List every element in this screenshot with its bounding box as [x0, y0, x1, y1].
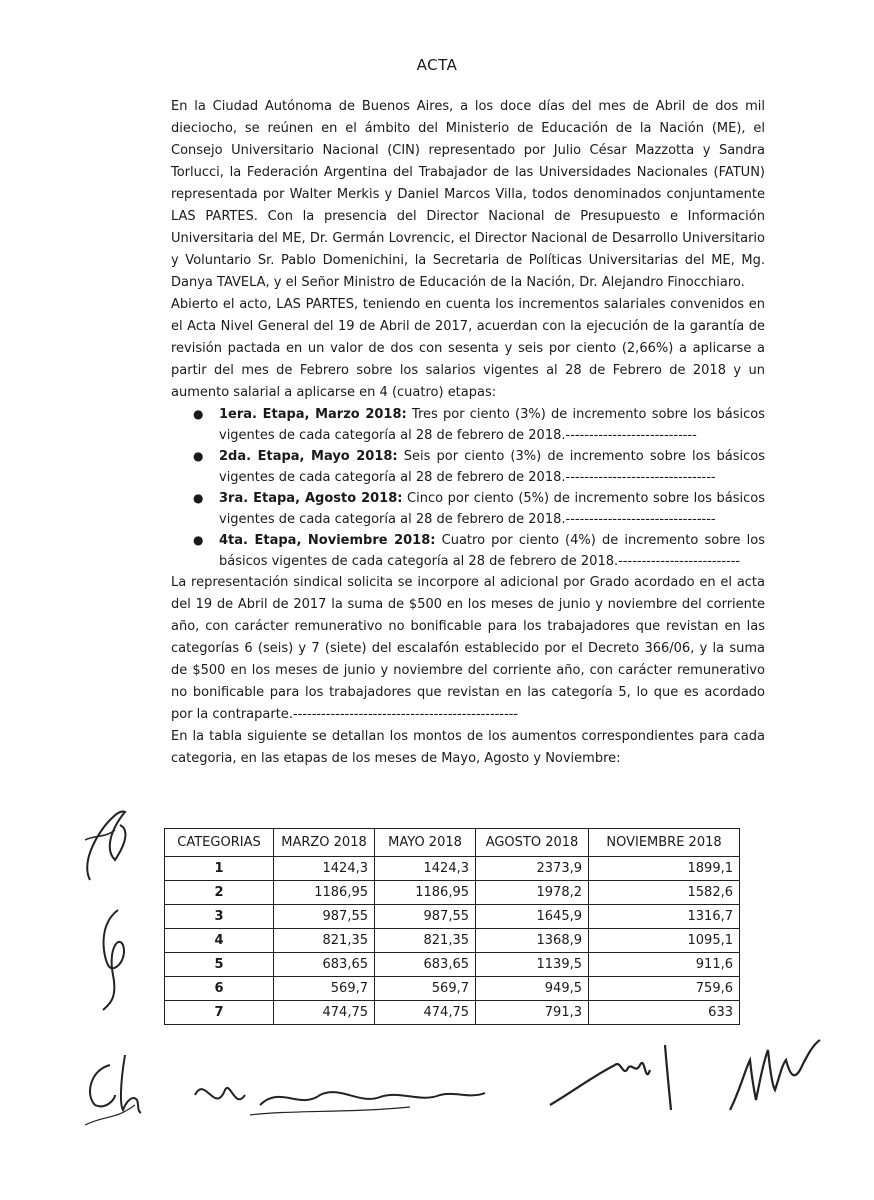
table-body: [165, 857, 740, 1025]
column-header: CATEGORIAS: [165, 829, 274, 857]
signature-mark: [70, 800, 140, 890]
amount-cell: 1139,5: [476, 953, 589, 977]
category-cell: 4: [165, 929, 274, 953]
increments-table-wrapper: [164, 828, 740, 1025]
stage-label: 3ra. Etapa, Agosto 2018:: [219, 491, 403, 506]
table-row: [165, 857, 740, 881]
table-header-row: [165, 829, 740, 857]
signature-mark: [75, 1045, 165, 1135]
amount-cell: 1424,3: [274, 857, 375, 881]
amount-cell: 821,35: [375, 929, 476, 953]
amount-cell: 1978,2: [476, 881, 589, 905]
stage-text: Seis por ciento (3%) de incremento sobre los básicos vigentes de cada categoría al 28 de febrero de 2018.--------------------------------: [219, 449, 765, 485]
table-row: [165, 1001, 740, 1025]
stage-label: 1era. Etapa, Marzo 2018:: [219, 407, 407, 422]
signature-mark: [720, 1030, 830, 1120]
page-title: ACTA: [416, 56, 458, 74]
table-row: [165, 905, 740, 929]
table-row: [165, 953, 740, 977]
stage-text: Cuatro por ciento (4%) de incremento sobre los básicos vigentes de cada categoría al 28 de febrero de 2018.--------------------------: [219, 533, 765, 569]
category-cell: 2: [165, 881, 274, 905]
amount-cell: 987,55: [274, 905, 375, 929]
amount-cell: 569,7: [274, 977, 375, 1001]
column-header: NOVIEMBRE 2018: [589, 829, 740, 857]
list-item: [171, 404, 765, 446]
signature-mark: [88, 905, 148, 1015]
amount-cell: 683,65: [375, 953, 476, 977]
table-intro-paragraph: En la tabla siguiente se detallan los montos de los aumentos correspondientes para cada categoria, en las etapas de los meses de Mayo, Agosto y Noviembre:: [171, 729, 765, 766]
table-row: [165, 977, 740, 1001]
amount-cell: 683,65: [274, 953, 375, 977]
amount-cell: 911,6: [589, 953, 740, 977]
column-header: AGOSTO 2018: [476, 829, 589, 857]
amount-cell: 1186,95: [375, 881, 476, 905]
list-item: [171, 530, 765, 572]
category-cell: 1: [165, 857, 274, 881]
stages-list: [171, 404, 765, 572]
signature-mark: [545, 1035, 715, 1115]
intro-paragraph: En la Ciudad Autónoma de Buenos Aires, a los doce días del mes de Abril de dos mil dieciocho, se reúnen en el ámbito del Ministerio de Educación de la Nación (ME), el Consejo Universitario Nacional (CIN) representado por Julio César Mazzotta y Sandra Torlucci, la Federación Argentina del Trabajador de las Universidades Nacionales (FATUN) representada por Walter Merkis y Daniel Marcos Villa, todos denominados conjuntamente LAS PARTES. Con la presencia del Director Nacional de Presupuesto e Información Universitaria del ME, Dr. Germán Lovrencic, el Director Nacional de Desarrollo Universitario y Voluntario Sr. Pablo Domenichini, la Secretaria de Políticas Universitarias del ME, Mg. Danya TAVELA, y el Señor Ministro de Educación de la Nación, Dr. Alejandro Finocchiaro.: [171, 99, 765, 290]
bullet-icon: ●: [193, 491, 204, 505]
amount-cell: 949,5: [476, 977, 589, 1001]
amount-cell: 474,75: [375, 1001, 476, 1025]
amount-cell: 1316,7: [589, 905, 740, 929]
bullet-icon: ●: [193, 533, 204, 547]
amount-cell: 1424,3: [375, 857, 476, 881]
signature-mark: [190, 1065, 490, 1125]
amount-cell: 759,6: [589, 977, 740, 1001]
union-paragraph: La representación sindical solicita se incorpore al adicional por Grado acordado en el acta del 19 de Abril de 2017 la suma de $500 en los meses de junio y noviembre del corriente año, con carácter remunerativo no bonificable para los trabajadores que revistan en las categorías 6 (seis) y 7 (siete) del escalafón establecido por el Decreto 366/06, y la suma de $500 en los meses de junio y noviembre del corriente año, con carácter remunerativo no bonificable para los trabajadores que revistan en las categoría 5, lo que es acordado por la contraparte.------------------------------------------------: [171, 575, 765, 722]
amount-cell: 1186,95: [274, 881, 375, 905]
table-row: [165, 881, 740, 905]
bullet-icon: ●: [193, 449, 204, 463]
stage-label: 2da. Etapa, Mayo 2018:: [219, 449, 398, 464]
opening-paragraph: Abierto el acto, LAS PARTES, teniendo en cuenta los incrementos salariales convenidos en el Acta Nivel General del 19 de Abril de 2017, acuerdan con la ejecución de la garantía de revisión pactada en un valor de dos con sesenta y seis por ciento (2,66%) a aplicarse a partir del mes de Febrero sobre los salarios vigentes al 28 de Febrero de 2018 y un aumento salarial a aplicarse en 4 (cuatro) etapas:: [171, 297, 765, 400]
amount-cell: 1899,1: [589, 857, 740, 881]
category-cell: 3: [165, 905, 274, 929]
column-header: MAYO 2018: [375, 829, 476, 857]
category-cell: 6: [165, 977, 274, 1001]
amount-cell: 474,75: [274, 1001, 375, 1025]
increments-table: [164, 828, 740, 1025]
amount-cell: 1645,9: [476, 905, 589, 929]
category-cell: 5: [165, 953, 274, 977]
document-body: [171, 96, 765, 770]
list-item: [171, 488, 765, 530]
column-header: MARZO 2018: [274, 829, 375, 857]
category-cell: 7: [165, 1001, 274, 1025]
amount-cell: 1095,1: [589, 929, 740, 953]
amount-cell: 2373,9: [476, 857, 589, 881]
stage-text: Tres por ciento (3%) de incremento sobre los básicos vigentes de cada categoría al 28 de febrero de 2018.----------------------------: [219, 407, 765, 443]
amount-cell: 1368,9: [476, 929, 589, 953]
amount-cell: 987,55: [375, 905, 476, 929]
table-row: [165, 929, 740, 953]
stage-label: 4ta. Etapa, Noviembre 2018:: [219, 533, 436, 548]
stage-text: Cinco por ciento (5%) de incremento sobre los básicos vigentes de cada categoría al 28 de febrero de 2018.--------------------------------: [219, 491, 765, 527]
amount-cell: 633: [589, 1001, 740, 1025]
amount-cell: 1582,6: [589, 881, 740, 905]
amount-cell: 791,3: [476, 1001, 589, 1025]
amount-cell: 821,35: [274, 929, 375, 953]
bullet-icon: ●: [193, 407, 204, 421]
list-item: [171, 446, 765, 488]
amount-cell: 569,7: [375, 977, 476, 1001]
